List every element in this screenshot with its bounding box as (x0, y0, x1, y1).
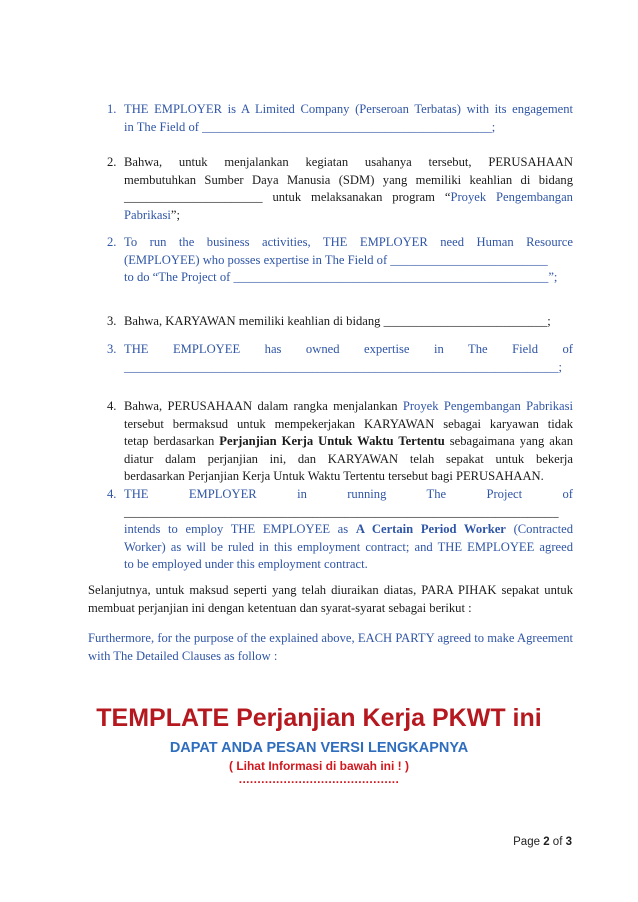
clause-line: to be employed under this employment contract. (124, 557, 368, 571)
program-name: Proyek Pengembangan Pabrikasi (402, 399, 573, 413)
clause-line: THE EMPLOYER in running The Project of (124, 487, 573, 501)
clause-line-text: sebagaimana yang akan (444, 434, 574, 448)
fill-blank: ______________________________________________ (202, 119, 492, 134)
clause-line-end: ”; (170, 207, 180, 222)
closing-paragraph-id: Selanjutnya, untuk maksud seperti yang telah diuraikan diatas, PARA PIHAK sepakat untuk membuat perjanjian ini dengan ketentuan dan syarat-syarat sebagai berikut : (88, 583, 573, 615)
clause-number: 2. (107, 235, 117, 249)
clause-line: THE EMPLOYER is A Limited Company (Perseroan Terbatas) with its engagement (124, 102, 573, 116)
of-label: of (549, 836, 566, 848)
promo-info: ( Lihat Informasi di bawah ini ! ) (228, 759, 409, 773)
clause-1-en (107, 101, 573, 136)
clause-line-text: in The Field of (124, 119, 203, 134)
clause-line: tersebut bermaksud untuk mempekerjakan KARYAWAN sebagai karyawan tidak (124, 416, 573, 431)
fill-blank: _____________________________________________________________________ (124, 504, 559, 519)
clause-number: 1. (107, 102, 117, 116)
contract-type: A Certain Period Worker (355, 522, 506, 536)
clause-4-id (107, 398, 573, 486)
clause-line-text: tetap berdasarkan (124, 434, 220, 448)
clause-line: Worker) as will be ruled in this employment contract; and THE EMPLOYEE agreed (124, 539, 573, 554)
clause-line-end: ”; (548, 270, 558, 284)
total-pages: 3 (565, 836, 572, 848)
clause-3-id (107, 313, 573, 331)
clause-2-en (107, 234, 573, 287)
clause-3-en (107, 341, 573, 376)
clause-line-text: intends to employ THE EMPLOYEE as (124, 522, 356, 536)
clause-number: 4. (107, 487, 117, 501)
clause-number: 3. (107, 314, 117, 328)
fill-blank: _____________________________________________________________________ (124, 359, 559, 374)
promo-title: TEMPLATE Perjanjian Kerja PKWT ini (96, 704, 542, 732)
clause-line: berdasarkan Perjanjian Kerja Untuk Waktu Tertentu tersebut bagi PERUSAHAAN. (124, 469, 544, 483)
fill-blank: __________________________ (383, 314, 548, 328)
program-name-cont: Pabrikasi (124, 207, 171, 222)
promo-subtitle: DAPAT ANDA PESAN VERSI LENGKAPNYA (169, 740, 469, 756)
clause-line: THE EMPLOYEE has owned expertise in The Field of (124, 342, 573, 356)
program-name: Proyek Pengembangan (450, 190, 573, 204)
clause-line-text: Bahwa, PERUSAHAAN dalam rangka menjalankan (124, 399, 403, 413)
fill-blank: __________________________________________________ (233, 270, 549, 284)
clause-number: 4. (107, 399, 117, 413)
clause-number: 3. (107, 342, 117, 356)
clause-line: membutuhkan Sumber Daya Manusia (SDM) yang memiliki keahlian di bidang (124, 172, 573, 187)
clause-line-end: ; (558, 359, 562, 374)
clause-line-text: Bahwa, KARYAWAN memiliki keahlian di bidang (124, 314, 384, 328)
clause-line-end: ; (491, 119, 496, 134)
clause-2-id (107, 154, 573, 224)
clause-line: Bahwa, untuk menjalankan kegiatan usahanya tersebut, PERUSAHAAN (124, 155, 573, 169)
clause-line: diatur dalam perjanjian ini, dan KARYAWAN telah sepakat untuk bekerja (124, 451, 573, 466)
promo-dots: ........................................... (238, 772, 400, 786)
clause-line: To run the business activities, THE EMPLOYER need Human Resource (124, 235, 573, 249)
closing-paragraph-en: Furthermore, for the purpose of the explained above, EACH PARTY agreed to make Agreement with The Detailed Clauses as follow : (88, 631, 573, 663)
fill-blank: ______________________ (124, 190, 263, 204)
clause-line-text: (Contracted (505, 522, 574, 536)
current-page: 2 (543, 836, 550, 848)
clause-number: 2. (107, 155, 117, 169)
page-label: Page (513, 836, 544, 848)
fill-blank: _________________________ (390, 252, 548, 267)
clause-line-text: (EMPLOYEE) who posses expertise in The Field of (124, 252, 391, 267)
clause-line-text: untuk melaksanakan program “ (262, 190, 451, 204)
clause-line-text: to do “The Project of (124, 270, 234, 284)
contract-type: Perjanjian Kerja Untuk Waktu Tertentu (219, 434, 445, 448)
clause-line-end: ; (547, 314, 551, 328)
page-number (513, 836, 572, 848)
clause-4-en (107, 486, 573, 574)
